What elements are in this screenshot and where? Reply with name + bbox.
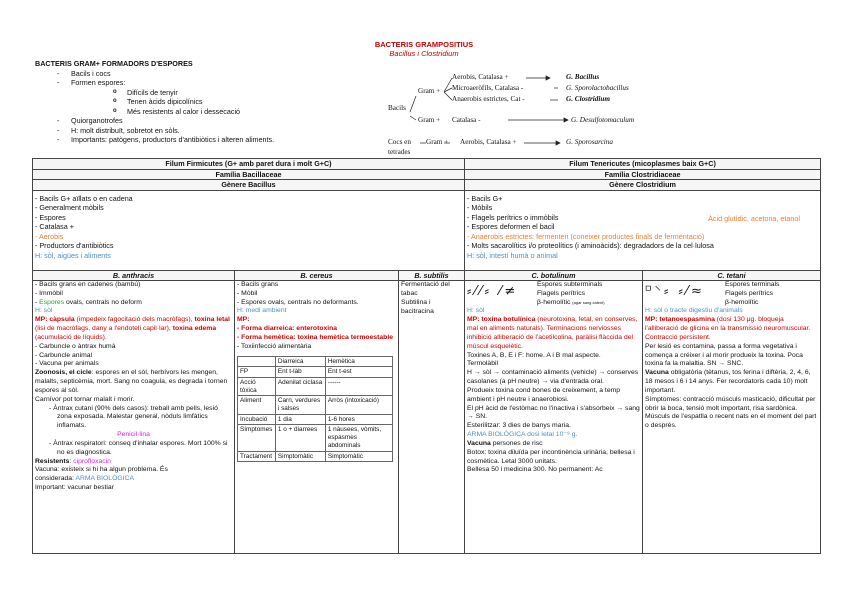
fermentation-products: Àcid glutídic, acetona, etanol xyxy=(708,213,801,223)
text-line: - Bacils grans xyxy=(237,281,279,288)
text-line: ARMA BIOLÒGICA dosi letal 10⁻⁹ g. xyxy=(467,431,578,439)
trait-line: - Aerobis xyxy=(35,231,64,241)
diagram-g-clostridium: G. Clostridium xyxy=(566,95,610,103)
botulinum-morphology xyxy=(537,281,605,307)
trait-line: - Bacils G+ xyxy=(467,193,503,203)
text-line: Vacuna persones de risc xyxy=(467,439,543,447)
text-line: - Espores ovals, centrals no deform xyxy=(35,298,142,306)
text-line: El pH àcid de l'estòmac no l'inactiva i s'absorbeix → sang → SN. xyxy=(467,404,640,421)
diagram-aerobis-2: Aerobis, Catalasa + xyxy=(460,138,517,146)
diagram-gram-plus-2: Gram + xyxy=(418,116,441,124)
text-line: - Forma hemètica: toxina hemètica termoestable xyxy=(237,333,393,341)
list-item: - H: molt distribuït, sobretot en sòls. xyxy=(35,126,395,136)
table-cell: Simptomàtic xyxy=(275,451,325,462)
trait-line: - Flagels perítrics o immòbils xyxy=(467,212,559,222)
list-item: o Tenen àcids dipicolínics xyxy=(35,97,395,107)
tetani-cell xyxy=(643,281,821,554)
clostridium-traits xyxy=(465,190,821,270)
table-cell: Ent t-làb xyxy=(275,367,325,378)
familia-bacillaceae: Família Bacillaceae xyxy=(33,169,465,180)
table-cell: Carn, verdures i salses xyxy=(275,396,325,414)
bacilli-drawing-icon: ⸋⸌⸗ ⸗⁄≈ xyxy=(645,284,705,299)
table-cell: 1 dia xyxy=(275,414,325,425)
text-line: - Bacils grans en cadenes (bambú) xyxy=(35,281,141,288)
trait-line: - Anaerobis estrictes: fermenten (coneixer productes finals de fermentació) xyxy=(467,231,705,241)
trait-line: - Mòbils xyxy=(467,203,493,212)
trait-line: - Bacils G+ aïllats o en cadena xyxy=(35,193,133,203)
text-line: - Vacuna per animals xyxy=(35,360,99,368)
text-line: - Toxiinfecció alimentària xyxy=(237,342,312,350)
text-line: H → sòl → contaminació aliments (vehicle) → conserves casolanes (a pH neutre) → via d'entrada oral. xyxy=(467,369,639,386)
document-title: BACTERIS GRAMPOSITIUS xyxy=(374,40,474,49)
tetani-morphology xyxy=(725,281,779,307)
diagram-bacils: Bacils xyxy=(388,104,406,112)
mp-line: MP: càpsula (impedeix fagocitació dels macròfags), toxina letal (lisi de macròfags, dany a l'endoteli capil·lar), toxina edema (acumulació de líquids). xyxy=(35,316,230,341)
table-row xyxy=(238,367,393,378)
diagram-anaerobis: Anaerobis estrictes, Cat - xyxy=(452,95,525,103)
list-item: o Difícils de tenyir xyxy=(35,88,395,98)
document-subtitle: Bacillus i Clostridium xyxy=(389,49,459,58)
classification-table xyxy=(32,158,821,554)
table-header xyxy=(238,356,276,367)
trait-line: H: sòl, intestí humà o animal xyxy=(467,250,558,260)
list-item: - Importants: patògens, productors d'antibiòtics i alteren aliments. xyxy=(35,135,395,145)
text-line: Termolàbil xyxy=(467,360,498,368)
table-cell: Ent t-est xyxy=(325,367,392,378)
mp-line: MP: tetanoespasmina (dosi 130 μg. bloqueja l'alliberació de glicina en la transmissió neuromuscular. Contracció persistent. xyxy=(645,316,811,341)
text-line: - Mòbil xyxy=(237,289,258,297)
botulinum-header xyxy=(467,281,640,307)
section-heading: BACTERIS GRAM+ FORMADORS D'ESPORES xyxy=(35,59,193,68)
zoonosis: Zoonosis, el cicle: espores en el sòl, herbívors les mengen, malalts, septicèmia, mort. Sang no coagula, es degrada i tornen espores al sòl. xyxy=(35,369,228,394)
list-item: - Quiorganotrofes xyxy=(35,116,395,126)
diagram-microaerofils: Microaeròfils, Catalasa - xyxy=(452,84,524,92)
species-c-botulinum: C. botulinum xyxy=(465,270,643,281)
trait-line: - Generalment mòbils xyxy=(35,203,104,212)
table-cell: Acció tòxica xyxy=(238,378,276,396)
diagram-g-sporosarcina: G. Sporosarcina xyxy=(566,138,613,146)
diagram-g-desulfo: G. Desulfotomaculum xyxy=(571,116,635,124)
text-line: Esterilitzar: 3 dies de banys maria. xyxy=(467,422,571,430)
table-cell: ------ xyxy=(325,378,392,396)
text-line: Flagels perítrics xyxy=(537,289,585,297)
text-line: considerada: ARMA BIOLÒGICA xyxy=(35,475,134,483)
text-line: - Carbuncle o àntrax humà xyxy=(35,342,116,350)
trait-line: H: sòl, aigües i aliments xyxy=(35,250,111,260)
species-b-cereus: B. cereus xyxy=(235,270,399,281)
text-line: Bellesa 50 i medicina 300. No permanent: Ac xyxy=(467,466,603,474)
diagram-catalasa-minus: Catalasa - xyxy=(452,116,481,124)
habitat: H: medi ambient xyxy=(237,307,287,315)
text-line: - Immòbil xyxy=(35,289,63,297)
trait-line: - Espores deformen el bacil xyxy=(467,222,555,231)
text-line: - Forma diarreica: enterotoxina xyxy=(237,325,338,333)
text-line: Fermentació del tabac xyxy=(401,281,450,297)
list-item: - Bacils i cocs xyxy=(35,69,395,79)
genere-bacillus: Gènere Bacillus xyxy=(33,180,465,191)
mp-line: MP: toxina botulínica (neurotoxina, letal, en conserves, mal en aliments naturals). Terminacions nerviosses inhibició alliberació de l'acetilcolina, paràlisi flàccida del múscul esquelètic. xyxy=(467,316,638,350)
table-header: Hemètica xyxy=(325,356,392,367)
table-header: Diarreica xyxy=(275,356,325,367)
text-line: Produeix toxina cond bones de creixement, a temp ambient i pH neutre i anaerobiosi. xyxy=(467,386,621,403)
diagram-aerobis: Aerobis, Catalasa + xyxy=(452,73,509,81)
text-line: Carnívor pot tornar malalt i morir. xyxy=(35,395,135,403)
trait-line: - Productors d'antibiòtics xyxy=(35,241,114,250)
resistents: Resistents: ciprofloxacin xyxy=(35,457,111,465)
cereus-comparison-table xyxy=(237,356,393,463)
trait-line: - Espores xyxy=(35,212,66,222)
table-cell: 1 o + diarrees xyxy=(275,425,325,451)
habitat: H: sòl xyxy=(35,307,53,315)
intro-section xyxy=(35,59,395,145)
mp-line: MP: xyxy=(237,316,250,324)
filum-firmicutes: Filum Firmicutes (G+ amb paret dura i molt G+C) xyxy=(33,159,465,170)
table-row xyxy=(238,451,393,462)
genere-clostridium: Gènere Clostridium xyxy=(465,180,821,191)
table-cell: 1 nàusees, vòmits, espasmes abdominals xyxy=(325,425,392,451)
text-line: Flagels perítrics xyxy=(725,289,773,297)
text-line: Botox: toxina diluïda per incontinència urinària, bellesa i cosmètica. Letal 3000 unitats. xyxy=(467,448,635,465)
filum-tenericutes: Filum Tenericutes (micoplasmes baix G+C) xyxy=(465,159,821,170)
text-line: β-hemolític (agar sang calent) xyxy=(537,298,605,306)
text-line: Símptomes: contracció músculs masticació, dificultat per obrir la boca, tensió molt important, risa sardònica. Músculs de l'espatlla o recent nats en el moment del part o després. xyxy=(645,395,817,430)
table-row xyxy=(238,425,393,451)
list-item: o Més resistents al calor i dessecació xyxy=(35,107,395,117)
familia-clostridiaceae: Família Clostridiaceae xyxy=(465,169,821,180)
diagram-gram-plus: Gram + xyxy=(418,87,441,95)
text-line: Important: vacunar bestiar xyxy=(35,484,114,492)
table-cell: FP xyxy=(238,367,276,378)
species-c-tetani: C. tetani xyxy=(643,270,821,281)
species-b-subtilis: B. subtilis xyxy=(399,270,465,281)
diagram-gram-plus-3: Gram + xyxy=(426,138,449,146)
table-row xyxy=(238,396,393,414)
table-row xyxy=(238,378,393,396)
habitat: H: sòl xyxy=(467,307,485,315)
table-row xyxy=(238,414,393,425)
text-line: β-hemolític xyxy=(725,298,759,306)
text-line: - Àntrax respiratori: conseq d'inhalar espores. Mort 100% si no es diagnostica. xyxy=(49,439,228,456)
bacillus-traits xyxy=(33,190,465,270)
bacilli-drawing-icon: ⸗⁄⁄⸗ ⁄≠ xyxy=(467,284,519,299)
intro-bullets xyxy=(35,69,395,145)
text-line: - Espores ovals, centrals no deformants. xyxy=(237,298,359,306)
text-line: - Carbuncle animal xyxy=(35,351,93,359)
trait-line: - Molts sacarolítics i/o proteolítics (i aminoàcids): degradadors de la cel·lulosa xyxy=(467,241,714,250)
list-item: - Formen espores: xyxy=(35,78,395,88)
diagram-cocs: Cocs en xyxy=(388,138,411,146)
trait-line: - Catalasa + xyxy=(35,222,74,231)
diagram-tetrades: tetrades xyxy=(388,148,411,156)
table-cell: Símptomes xyxy=(238,425,276,451)
subtilis-cell xyxy=(399,281,465,554)
table-cell: Simptomàtic xyxy=(325,451,392,462)
table-cell: Arròs (intoxicació) xyxy=(325,396,392,414)
anthracis-cell xyxy=(33,281,235,554)
text-line: Espores subterminals xyxy=(537,281,603,288)
text-line: Subtilina i bacitracina xyxy=(401,298,434,315)
species-b-anthracis: B. anthracis xyxy=(33,270,235,281)
cereus-cell xyxy=(235,281,399,554)
table-cell: Tractament xyxy=(238,451,276,462)
botulinum-cell xyxy=(465,281,643,554)
text-line: Vacuna: existeix si hi ha algun problema. És xyxy=(35,466,168,474)
treatment: Penicil·lina xyxy=(117,431,150,439)
diagram-g-sporolacto: G. Sporolactobacillus xyxy=(566,84,629,92)
text-line: Toxines A, B, E i F: home. A i B mal aspecte. xyxy=(467,351,601,359)
table-cell: Adenilat ciclasa xyxy=(275,378,325,396)
text-line: - Àntrax cutani (90% dels casos): treball amb pells, lesió zona exposada. Malestar general, nòduls limfàtics inflamats. xyxy=(49,404,218,430)
table-cell: 1-6 hores xyxy=(325,414,392,425)
text-line: Per lesió es contamina, passa a forma vegetativa i comença a créixer i al morir produeix la toxina. Poca toxina fa la malaltia. SN → SNC. xyxy=(645,342,803,368)
habitat: H: sòl o tracte digestiu d'animals xyxy=(645,307,743,315)
diagram-g-bacillus: G. Bacillus xyxy=(566,73,600,81)
text-line: Espores terminals xyxy=(725,281,780,288)
table-cell: Incubació xyxy=(238,414,276,425)
table-cell: Aliment xyxy=(238,396,276,414)
tetani-header xyxy=(645,281,818,307)
text-line: Vacuna obligatòria (tètanus, tos ferina i diftèria, 2, 4, 6, 18 mesos i 6 i 14 anys. Fer recordatoris cada 10) molt important. xyxy=(645,369,811,394)
